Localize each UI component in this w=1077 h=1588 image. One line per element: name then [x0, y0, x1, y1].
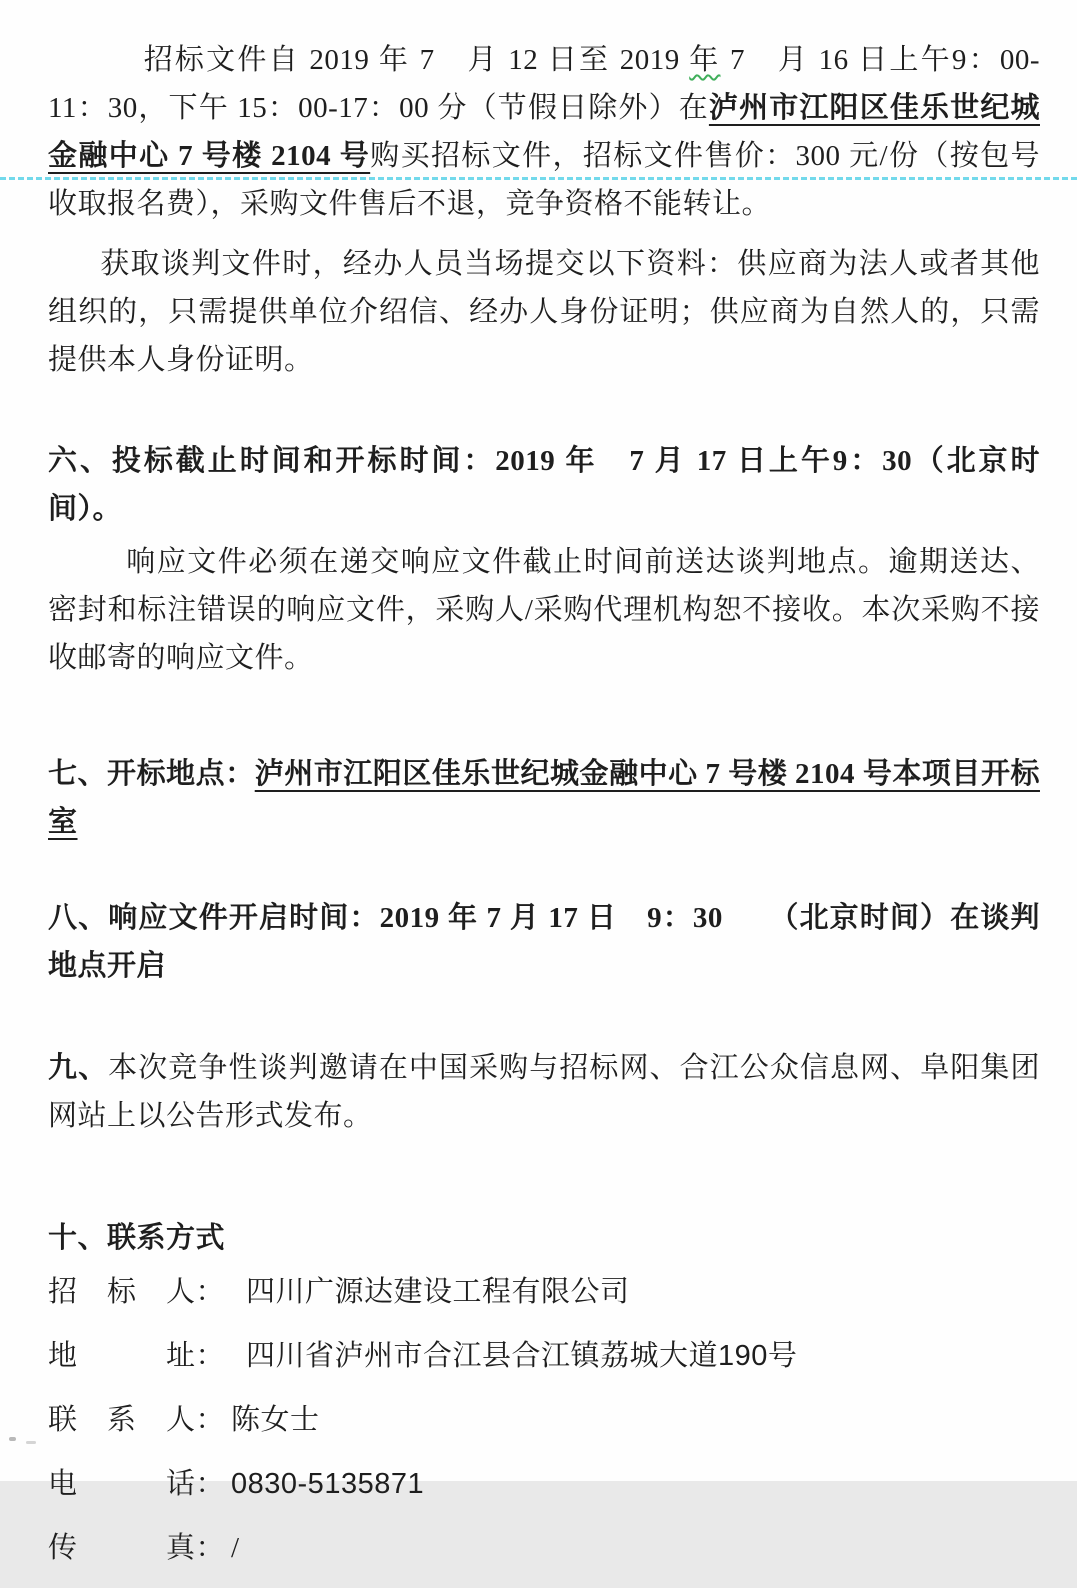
contact-label: 招 标 人： — [48, 1276, 211, 1308]
contact-value: 0830-5135871 — [231, 1468, 425, 1500]
contact-value: / — [231, 1532, 240, 1564]
text-run: 2019 年 7 月 17 日 9：30 （北京时间）在谈判地点开启 — [48, 902, 1040, 982]
paragraph — [48, 538, 1040, 682]
text-run: 招标文件自 2019 年 7 月 12 日至 2019 — [143, 44, 690, 76]
section-heading — [48, 1214, 1040, 1262]
paragraph — [48, 240, 1040, 384]
scan-speck — [26, 1441, 36, 1444]
text-run: 七、开标地点： — [48, 758, 255, 790]
section-heading — [48, 437, 1040, 533]
contact-value: 四川省泸州市合江县合江镇荔城大道190号 — [216, 1340, 798, 1372]
contact-label: 传 真： — [48, 1532, 226, 1564]
paragraph — [48, 1044, 1040, 1140]
contact-value: 陈女士 — [231, 1404, 320, 1436]
text-run: 六、投标截止时间和开标时间：2019 年 7 月 17 日上午9：30（北京时间）。 — [48, 445, 1040, 525]
section-heading — [48, 750, 1040, 846]
text-run: 泸州市江阳区佳乐世纪城金融中心 7 号楼 2104 号本项目开标室 — [48, 758, 1040, 838]
text-run: 十、联系方式 — [48, 1222, 226, 1254]
contact-row — [48, 1460, 1040, 1508]
contact-value: 四川广源达建设工程有限公司 — [216, 1276, 630, 1308]
contact-label: 电 话： — [48, 1468, 226, 1500]
contact-row — [48, 1524, 1040, 1572]
text-run: 获取谈判文件时，经办人员当场提交以下资料：供应商为法人或者其他组织的，只需提供单位介绍信、经办人身份证明；供应商为自然人的，只需提供本人身份证明。 — [48, 248, 1040, 376]
contact-row — [48, 1396, 1040, 1444]
text-run: 八、响应文件开启时间： — [48, 902, 380, 934]
text-run: 响应文件必须在递交响应文件截止时间前送达谈判地点。逾期送达、密封和标注错误的响应文件，采购人/采购代理机构恕不接收。本次采购不接收邮寄的响应文件。 — [48, 546, 1040, 674]
scan-speck — [9, 1437, 16, 1441]
contact-label: 地 址： — [48, 1340, 211, 1372]
text-run: 购买招标文件，招标文件售价：300 元/份（按包号收取报名费），采购文件售后不退，竞争资格不能转让。 — [48, 140, 1040, 220]
contact-row — [48, 1268, 1040, 1316]
contact-section — [48, 1268, 1040, 1572]
document-body — [48, 36, 1040, 1588]
contact-label: 联 系 人： — [48, 1404, 226, 1436]
contact-row — [48, 1332, 1040, 1380]
text-run: 九、 — [48, 1052, 109, 1084]
text-run: 泸州市江阳区佳乐世纪城金融中心 7 号楼 2104 号 — [48, 92, 1040, 172]
paragraph — [48, 36, 1040, 228]
text-run: 年 — [689, 44, 721, 76]
text-run: 7 月 16 日上午9：00-11：30，下午 15：00-17：00 分（节假日除外）在 — [48, 44, 1040, 124]
text-run: 本次竞争性谈判邀请在中国采购与招标网、合江公众信息网、阜阳集团网站上以公告形式发布。 — [48, 1052, 1040, 1132]
section-heading — [48, 894, 1040, 990]
